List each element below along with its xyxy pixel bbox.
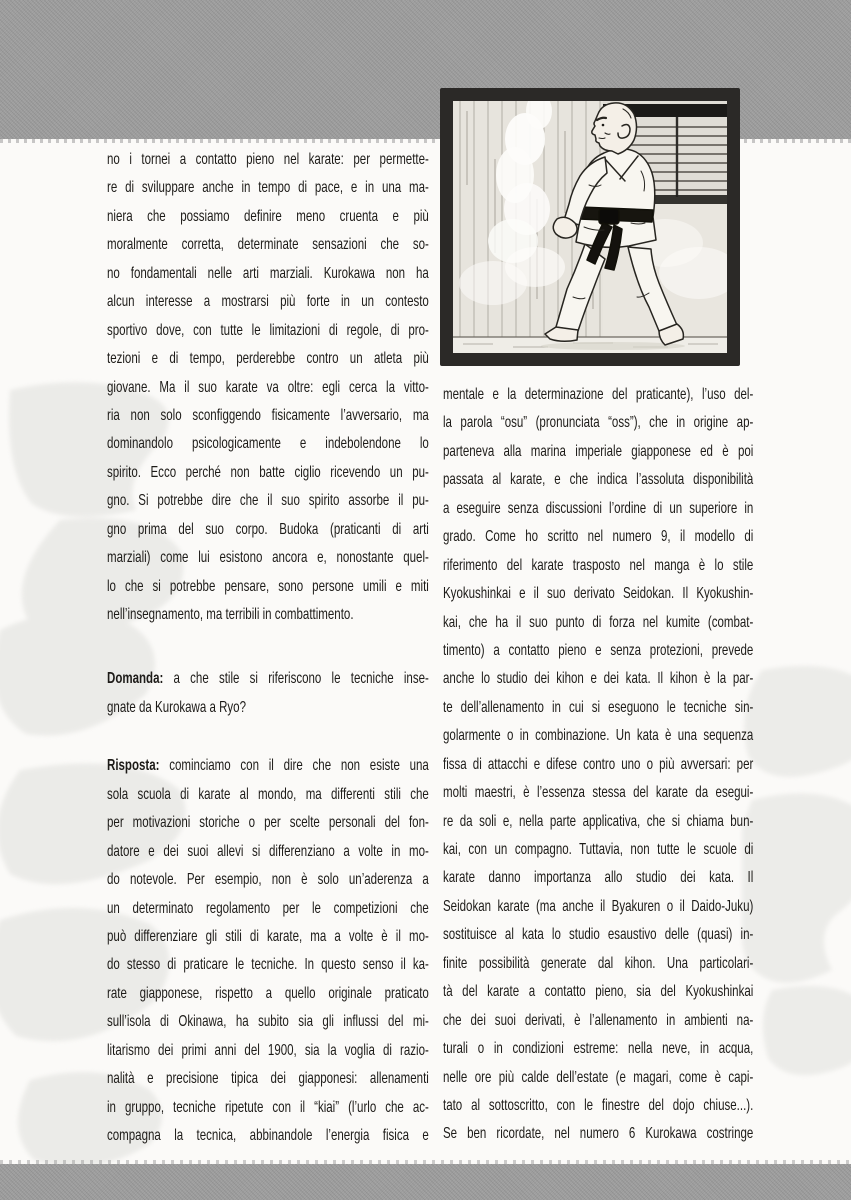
text-line: nelle ore più calde dell’estate (e magari, come è capi- — [443, 1068, 754, 1086]
text-line: tà del karate a contatto pieno, sia del Kyokushinkai — [443, 983, 754, 1001]
manga-panel — [440, 88, 740, 366]
text-line: spirito. Ecco perché non batte ciglio ricevendo un pu- — [107, 463, 429, 481]
text-line: te dell’allenamento in cui si eseguono le tecniche sin- — [443, 698, 754, 716]
text-line: re di sviluppare anche in tempo di pace, e in una ma- — [107, 179, 429, 197]
text-line: gno prima del suo corpo. Budoka (praticanti di arti — [107, 520, 429, 538]
text-line: alcun interesse a mostrarsi più forte in un contesto — [107, 293, 429, 311]
text-line: grado. Come ho scritto nel numero 9, il modello di — [443, 528, 754, 546]
text-line: moralmente corretta, determinate sensazioni che so- — [107, 236, 429, 254]
text-line: gnate da Kurokawa a Ryo? — [107, 698, 246, 716]
text-line: do stesso di praticare le tecniche. In questo senso il ka- — [107, 956, 429, 974]
text-line: un determinato regolamento per le competizioni che — [107, 899, 429, 917]
text-line: Risposta: cominciamo con il dire che non esiste una — [107, 757, 429, 775]
text-line: sola scuola di karate al mondo, ma differenti stili che — [107, 785, 429, 803]
text-line: ria non solo sconfiggendo fisicamente l’avversario, ma — [107, 406, 429, 424]
paragraph-gap — [107, 722, 429, 752]
paragraph-gap — [107, 629, 429, 665]
text-line: gno. Si potrebbe dire che il suo spirito assorbe il pu- — [107, 492, 429, 510]
text-line: datore e dei suoi allevi si differenziano a volte in mo- — [107, 842, 429, 860]
calligraphy-watermark-right — [742, 660, 851, 1100]
text-line: può differenziare gli stili di karate, ma a volte è il mo- — [107, 927, 429, 945]
text-line: che dei suoi derivati, è l’allenamento in ambienti na- — [443, 1011, 754, 1029]
text-line: marziali) come lui esistono ancora e, nonostante quel- — [107, 549, 429, 567]
text-line: nalità e precisione tipica dei giapponesi: allenamenti — [107, 1070, 429, 1088]
manga-illustration — [453, 101, 727, 353]
text-line: sull’isola di Okinawa, ha subito sia gli influssi del mi- — [107, 1013, 429, 1031]
bold-lead: Domanda: — [107, 670, 164, 688]
text-line: tato al sottoscritto, con le finestre del dojo chiuse...). — [443, 1096, 754, 1114]
text-line: la parola “osu” (pronunciata “oss”), che in origine ap- — [443, 414, 754, 432]
text-line: dominandolo psicologicamente e indebolendone lo — [107, 435, 429, 453]
text-line: finite possibilità generate dal kihon. Una particolari- — [443, 954, 754, 972]
text-line: passata al karate, e che indica l’assoluta disponibilità — [443, 471, 754, 489]
text-line: kai, con un compagno. Tuttavia, non tutte le scuole di — [443, 841, 754, 858]
text-line: litarismo dei primi anni del 1900, sia la voglia di razio- — [107, 1041, 429, 1059]
text-line: tezioni e di tempo, perderebbe contro un atleta più — [107, 350, 429, 368]
text-line: no i tornei a contatto pieno nel karate: per permette- — [107, 151, 429, 168]
text-column-left — [107, 146, 429, 1150]
text-line: giovane. Ma il suo karate va oltre: egli cerca la vitto- — [107, 378, 429, 396]
text-line: golarmente o in combinazione. Un kata è una sequenza — [443, 727, 754, 745]
text-line: no fondamentali nelle arti marziali. Kurokawa non ha — [107, 264, 429, 282]
text-line: Se ben ricordate, nel numero 6 Kurokawa costringe — [443, 1125, 754, 1143]
text-line: riferimento del karate trasposto nel manga è lo stile — [443, 556, 754, 574]
text-line: molti maestri, è l’essenza stessa del karate da esegui- — [443, 784, 754, 802]
text-line: timento) a contatto pieno e senza protezioni, prevede — [443, 641, 754, 659]
text-line: re da soli e, nella parte applicativa, che si chiama bun- — [443, 812, 754, 830]
text-line: Seidokan karate (ma anche il Byakuren o il Daido-Juku) — [443, 897, 754, 915]
text-line: mentale e la determinazione del praticante), l’uso del- — [443, 386, 754, 403]
text-line: compagna la tecnica, abbinandole l’energia fisica e — [107, 1127, 429, 1144]
text-line: do notevole. Per esempio, non è solo un’aderenza a — [107, 871, 429, 889]
text-line: turali o in condizioni estreme: nella neve, in acqua, — [443, 1040, 754, 1058]
text-line: sportivo dove, con tutte le limitazioni di regole, di pro- — [107, 321, 429, 339]
bold-lead: Risposta: — [107, 757, 160, 775]
text-line: parteneva alla marina imperiale giapponese ed è poi — [443, 442, 754, 460]
bottom-gray-band — [0, 1164, 851, 1200]
text-line: sostituisce al kata lo studio esaustivo delle (quasi) in- — [443, 926, 754, 944]
text-line: per motivazioni storiche o per scelte personali del fon- — [107, 814, 429, 832]
text-line: lo che si potrebbe pensare, sono persone umili e miti — [107, 577, 429, 595]
text-column-right — [443, 381, 753, 1149]
text-line: rate giapponese, rispetto a quello originale praticato — [107, 984, 429, 1002]
text-line: Domanda: a che stile si riferiscono le tecniche inse- — [107, 670, 429, 688]
text-line: kai, che ha il suo punto di forza nel kumite (combat- — [443, 613, 754, 631]
text-line: nell’insegnamento, ma terribili in combattimento. — [107, 606, 354, 623]
text-line: karate danno importanza allo studio dei kata. Il — [443, 869, 754, 887]
text-line: Kyokushinkai e il suo derivato Seidokan. Il Kyokushin- — [443, 585, 754, 603]
text-line: in gruppo, tecniche ripetute con il “kiai” (l’urlo che ac- — [107, 1098, 429, 1116]
text-line: niera che possiamo definire meno cruenta e più — [107, 207, 429, 225]
text-line: fissa di attacchi e difese contro uno o più avversari: per — [443, 755, 754, 773]
text-line: anche lo studio dei kihon e dei kata. Il kihon è la par- — [443, 670, 754, 688]
text-line: a eseguire senza discussioni l’ordine di un superiore in — [443, 499, 754, 517]
